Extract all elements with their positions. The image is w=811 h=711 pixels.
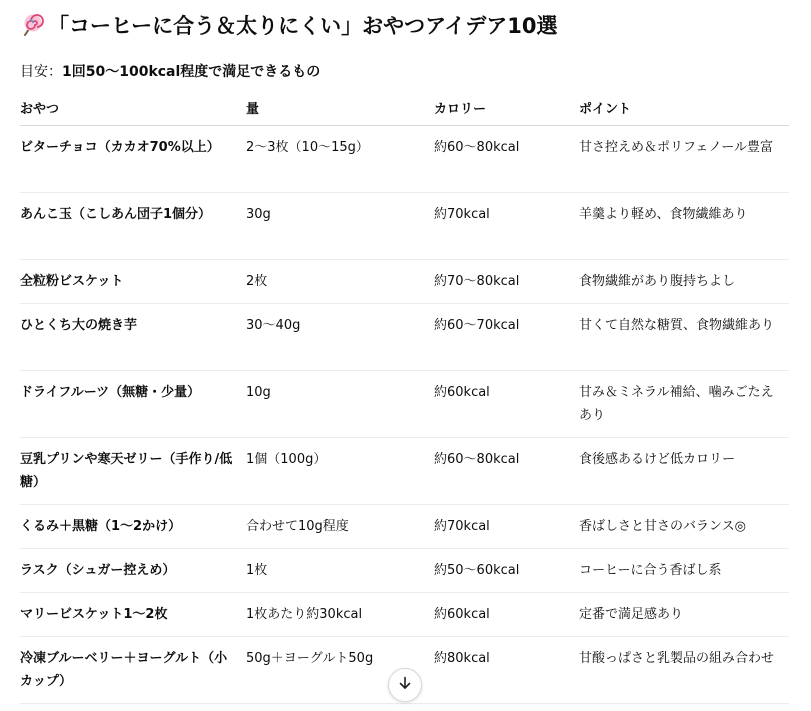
cell-point: 甘酸っぱさと乳製品の組み合わせ [579, 637, 789, 704]
cell-amount: 2〜3枚（10〜15g） [246, 126, 434, 193]
cell-name: あんこ玉（こしあん団子1個分） [20, 193, 246, 260]
cell-amount: 50g＋ヨーグルト50g [246, 637, 434, 704]
cell-calories: 約70kcal [434, 505, 579, 549]
cell-point: 定番で満足感あり [579, 593, 789, 637]
cell-point: 甘み＆ミネラル補給、噛みごたえあり [579, 371, 789, 438]
cell-amount: 1個（100g） [246, 438, 434, 505]
cell-name: ドライフルーツ（無糖・少量） [20, 371, 246, 438]
cell-name: マリービスケット1〜2枚 [20, 593, 246, 637]
header-amount: 量 [246, 90, 434, 126]
cell-point: コーヒーに合う香ばし系 [579, 549, 789, 593]
cell-calories: 約60〜80kcal [434, 126, 579, 193]
cell-amount: 1枚あたり約30kcal [246, 593, 434, 637]
cell-name: ひとくち大の焼き芋 [20, 304, 246, 371]
table-row [20, 593, 789, 637]
table-row [20, 371, 789, 438]
table-row [20, 505, 789, 549]
page-title [20, 8, 558, 42]
cell-calories: 約60kcal [434, 371, 579, 438]
cell-amount: 30g [246, 193, 434, 260]
table-row [20, 304, 789, 371]
subtitle-label: 目安： [20, 64, 62, 80]
lollipop-icon [20, 13, 44, 37]
cell-name: 冷凍ブルーベリー＋ヨーグルト（小カップ） [20, 637, 246, 704]
cell-calories: 約60〜70kcal [434, 304, 579, 371]
cell-point: 食物繊維があり腹持ちよし [579, 260, 789, 304]
cell-name: ラスク（シュガー控えめ） [20, 549, 246, 593]
cell-point: 甘さ控えめ＆ポリフェノール豊富 [579, 126, 789, 193]
cell-point: 甘くて自然な糖質、食物繊維あり [579, 304, 789, 371]
arrow-down-icon [397, 675, 413, 695]
table-row [20, 438, 789, 505]
table-header-row [20, 90, 789, 126]
cell-calories: 約50〜60kcal [434, 549, 579, 593]
table-row [20, 260, 789, 304]
subtitle [20, 60, 320, 82]
cell-amount: 30〜40g [246, 304, 434, 371]
cell-calories: 約80kcal [434, 637, 579, 704]
cell-point: 香ばしさと甘さのバランス◎ [579, 505, 789, 549]
header-calories: カロリー [434, 90, 579, 126]
table-row [20, 126, 789, 193]
cell-calories: 約70〜80kcal [434, 260, 579, 304]
cell-calories: 約70kcal [434, 193, 579, 260]
cell-calories: 約60kcal [434, 593, 579, 637]
cell-amount: 2枚 [246, 260, 434, 304]
cell-name: 全粒粉ビスケット [20, 260, 246, 304]
header-point: ポイント [579, 90, 789, 126]
cell-amount: 10g [246, 371, 434, 438]
header-snack: おやつ [20, 90, 246, 126]
cell-name: くるみ＋黒糖（1〜2かけ） [20, 505, 246, 549]
cell-point: 食後感あるけど低カロリー [579, 438, 789, 505]
cell-point: 羊羹より軽め、食物繊維あり [579, 193, 789, 260]
title-text: 「コーヒーに合う＆太りにくい」おやつアイデア10選 [48, 14, 558, 38]
table-row [20, 549, 789, 593]
scroll-down-button[interactable] [388, 668, 422, 702]
cell-amount: 合わせて10g程度 [246, 505, 434, 549]
cell-amount: 1枚 [246, 549, 434, 593]
cell-name: 豆乳プリンや寒天ゼリー（手作り/低糖） [20, 438, 246, 505]
cell-calories: 約60〜80kcal [434, 438, 579, 505]
snack-table [20, 90, 789, 704]
table-row [20, 193, 789, 260]
subtitle-value: 1回50〜100kcal程度で満足できるもの [62, 64, 321, 80]
cell-name: ビターチョコ（カカオ70%以上） [20, 126, 246, 193]
